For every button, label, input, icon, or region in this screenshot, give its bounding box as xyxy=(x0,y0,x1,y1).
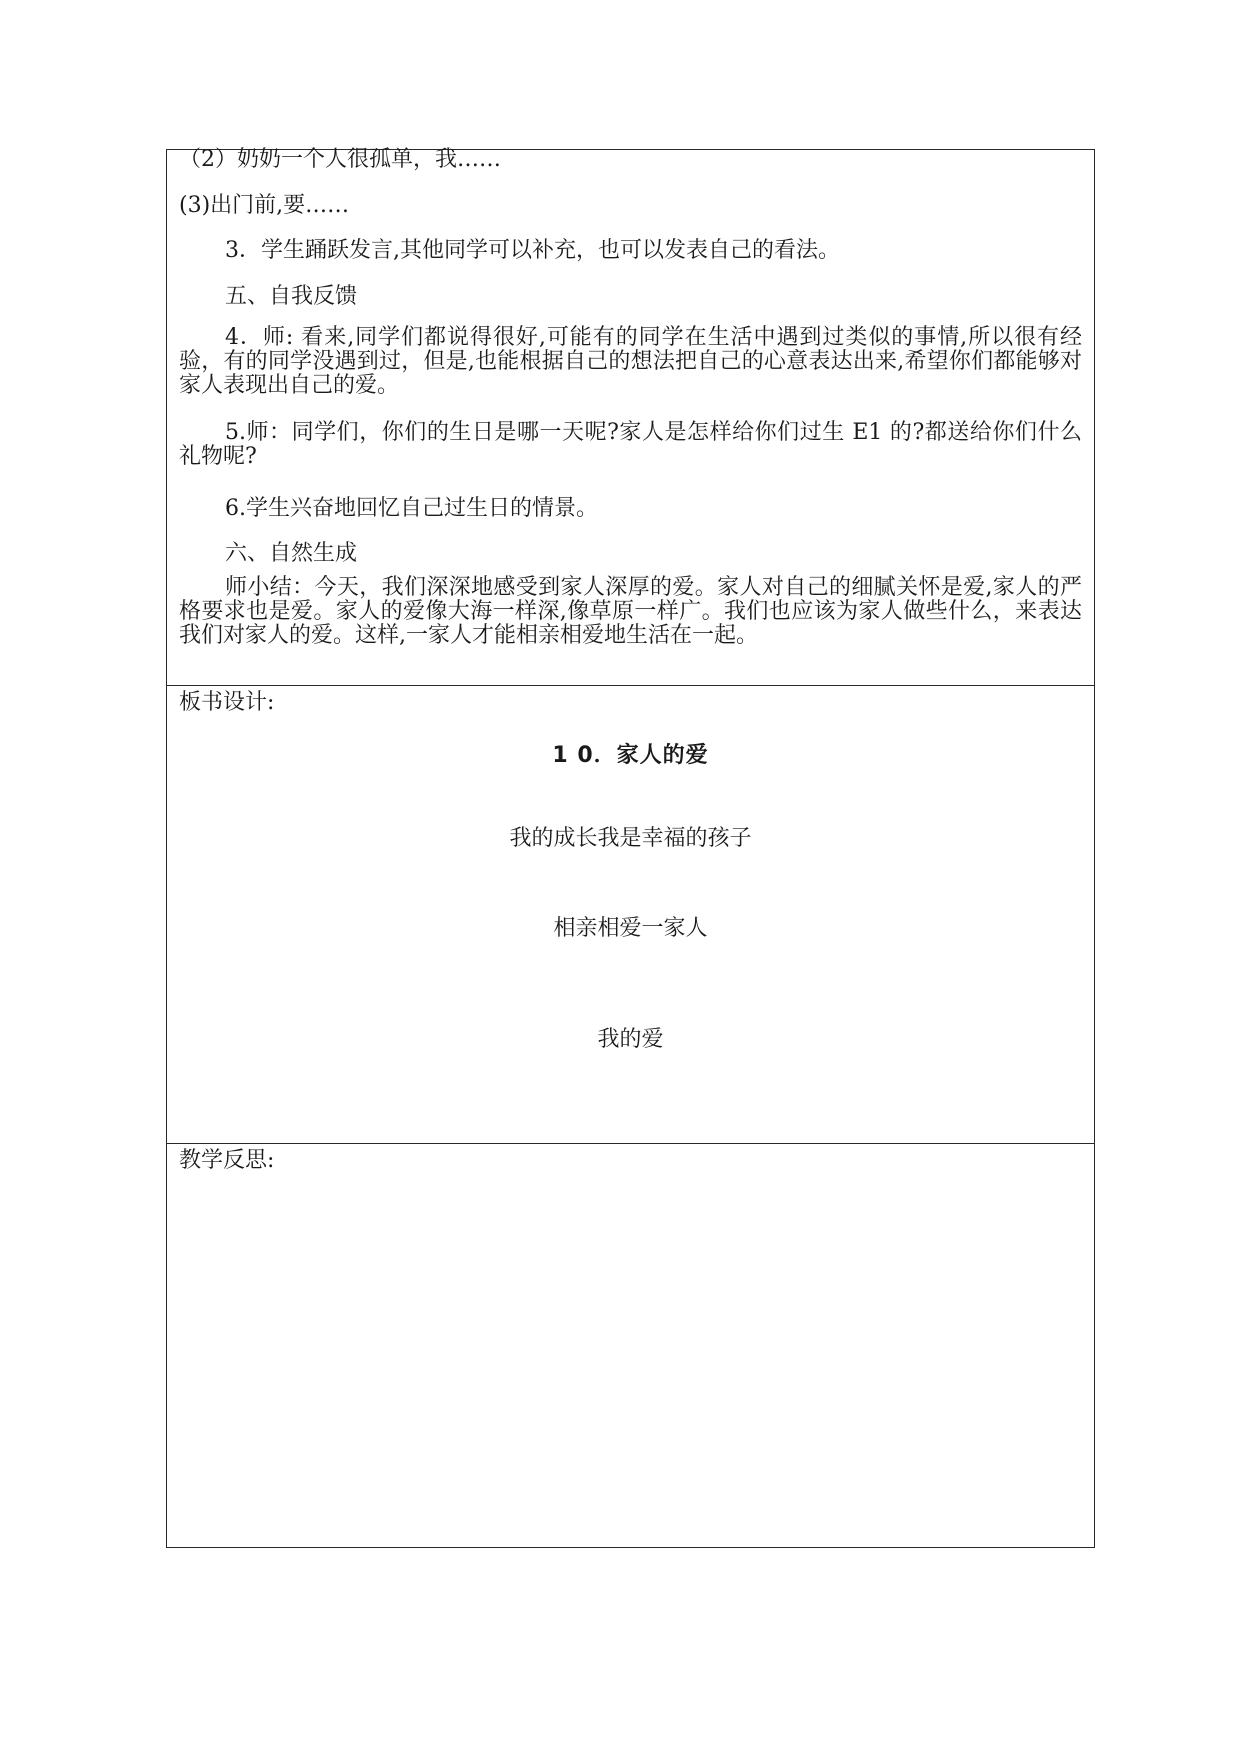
section-heading-generation: 六、自然生成 xyxy=(225,541,358,566)
process-line-1: （2）奶奶一个人很孤单，我…… xyxy=(179,147,501,172)
board-design-cell xyxy=(167,686,1094,1144)
board-line-2: 相亲相爱一家人 xyxy=(553,916,708,941)
section-heading-feedback: 五、自我反馈 xyxy=(225,284,358,309)
board-design-label: 板书设计: xyxy=(179,690,275,715)
process-line-4: 4．师: 看来,同学们都说得很好,可能有的同学在生活中遇到过类似的事情,所以很有经验，有的同学没遇到过，但是,也能根据自己的想法把自己的心意表达出来,希望你们都能够对家人表现出自己的爱。 xyxy=(179,325,1082,398)
process-line-3: 3．学生踊跃发言,其他同学可以补充，也可以发表自己的看法。 xyxy=(225,238,840,263)
process-line-5: 5.师：同学们，你们的生日是哪一天呢?家人是怎样给你们过生 E1 的?都送给你们什么礼物呢? xyxy=(179,420,1082,469)
process-line-6: 6.学生兴奋地回忆自己过生日的情景。 xyxy=(225,496,598,521)
board-line-1: 我的成长我是幸福的孩子 xyxy=(509,826,752,851)
board-title: 1 0．家人的爱 xyxy=(552,743,709,768)
reflection-label: 教学反思: xyxy=(179,1148,275,1173)
process-line-2: (3)出门前,要…… xyxy=(179,193,350,218)
teacher-summary: 师小结：今天，我们深深地感受到家人深厚的爱。家人对自己的细腻关怀是爱,家人的严格要求也是爱。家人的爱像大海一样深,像草原一样广。我们也应该为家人做些什么，来表达我们对家人的爱。这样,一家人才能相亲相爱地生活在一起。 xyxy=(179,575,1082,648)
teaching-reflection-cell xyxy=(167,1144,1094,1547)
board-line-3: 我的爱 xyxy=(597,1027,664,1052)
teaching-process-cell xyxy=(167,147,1094,686)
lesson-plan-table xyxy=(166,149,1095,1548)
